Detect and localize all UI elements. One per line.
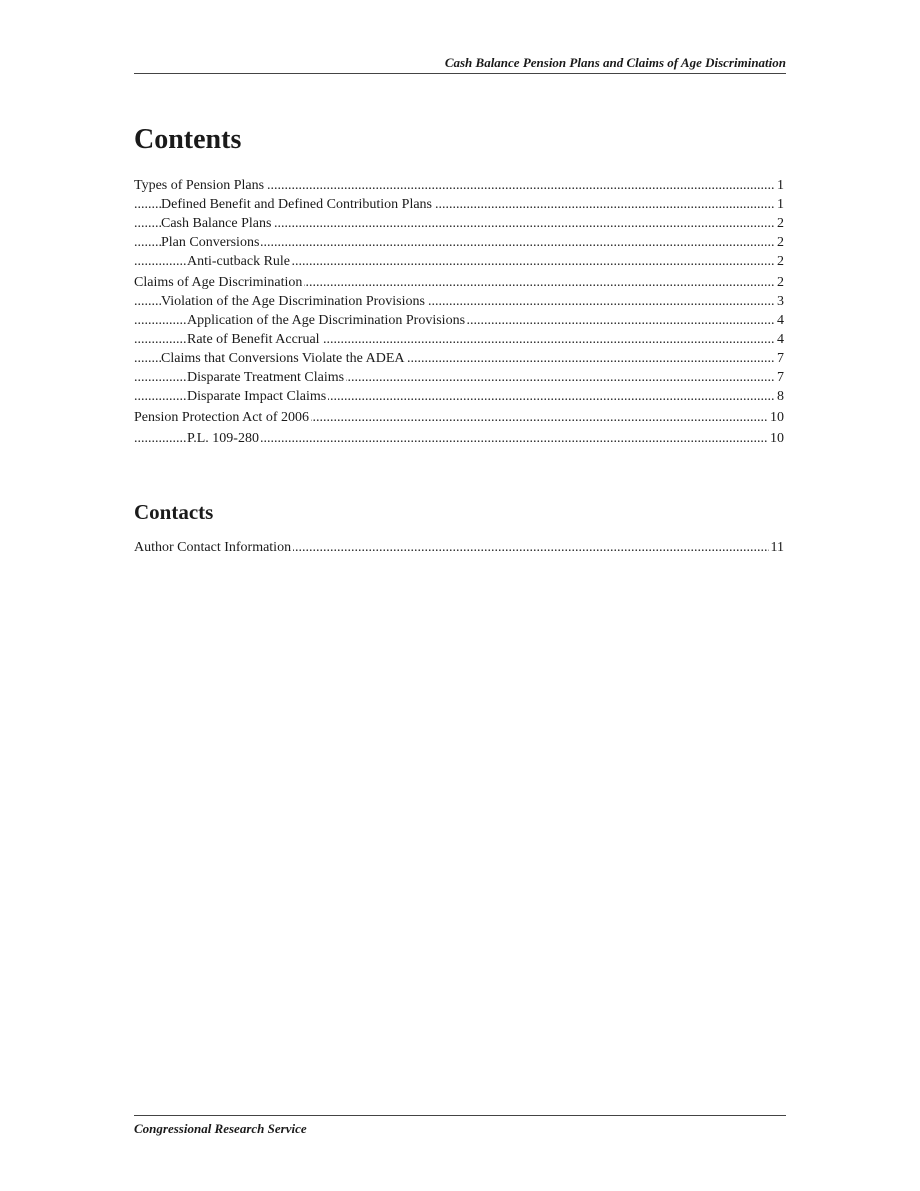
toc-entry-title: Violation of the Age Discrimination Provisions (161, 294, 425, 309)
toc-entry-page: 2 (777, 235, 784, 250)
contacts-list (134, 538, 784, 557)
toc-entry[interactable] (134, 408, 784, 427)
page-footer (134, 1115, 786, 1136)
toc-entry[interactable] (134, 311, 784, 330)
toc-entry[interactable] (134, 195, 784, 214)
toc-entry-title: Claims of Age Discrimination (134, 275, 303, 290)
toc-entry[interactable] (134, 538, 784, 557)
toc-entry-title: Plan Conversions (161, 235, 260, 250)
toc-entry-title: Disparate Impact Claims (187, 389, 327, 404)
toc-entry-title: Anti-cutback Rule (187, 254, 291, 269)
footer-text: Congressional Research Service (134, 1121, 307, 1136)
toc-entry-page: 4 (777, 332, 784, 347)
toc-entry[interactable] (134, 429, 784, 448)
toc-entry[interactable] (134, 233, 784, 252)
toc-entry-title: Defined Benefit and Defined Contribution Plans (161, 197, 432, 212)
running-title: Cash Balance Pension Plans and Claims of Age Discrimination (444, 55, 786, 70)
toc-entry[interactable] (134, 176, 784, 195)
toc-entry-page: 2 (777, 275, 784, 290)
running-header (134, 55, 786, 74)
toc-entry-page: 10 (770, 410, 784, 425)
toc-entry-title: Author Contact Information (134, 540, 292, 555)
toc-entry-title: Application of the Age Discrimination Provisions (187, 313, 466, 328)
table-of-contents (134, 176, 784, 448)
toc-entry-page: 1 (777, 197, 784, 212)
toc-entry-title: Pension Protection Act of 2006 (134, 410, 309, 425)
toc-entry-page: 2 (777, 216, 784, 231)
toc-entry[interactable] (134, 292, 784, 311)
contents-heading: Contents (134, 124, 242, 155)
toc-entry-title: P.L. 109-280 (187, 431, 259, 446)
toc-entry[interactable] (134, 252, 784, 271)
toc-entry-title: Claims that Conversions Violate the ADEA (161, 351, 405, 366)
toc-entry-title: Rate of Benefit Accrual (187, 332, 320, 347)
toc-entry[interactable] (134, 214, 784, 233)
toc-entry-page: 11 (770, 540, 784, 555)
toc-entry-page: 3 (777, 294, 784, 309)
toc-entry-title: Disparate Treatment Claims (187, 370, 345, 385)
toc-entry-page: 2 (777, 254, 784, 269)
contacts-heading: Contacts (134, 500, 214, 524)
toc-entry[interactable] (134, 349, 784, 368)
toc-entry-page: 10 (770, 431, 784, 446)
toc-entry-page: 7 (777, 370, 784, 385)
toc-entry[interactable] (134, 330, 784, 349)
toc-entry[interactable] (134, 273, 784, 292)
toc-entry-page: 1 (777, 178, 784, 193)
toc-entry-page: 8 (777, 389, 784, 404)
toc-entry-page: 4 (777, 313, 784, 328)
toc-entry-title: Types of Pension Plans (134, 178, 265, 193)
toc-entry[interactable] (134, 387, 784, 406)
toc-entry-title: Cash Balance Plans (161, 216, 272, 231)
toc-entry[interactable] (134, 368, 784, 387)
toc-entry-page: 7 (777, 351, 784, 366)
